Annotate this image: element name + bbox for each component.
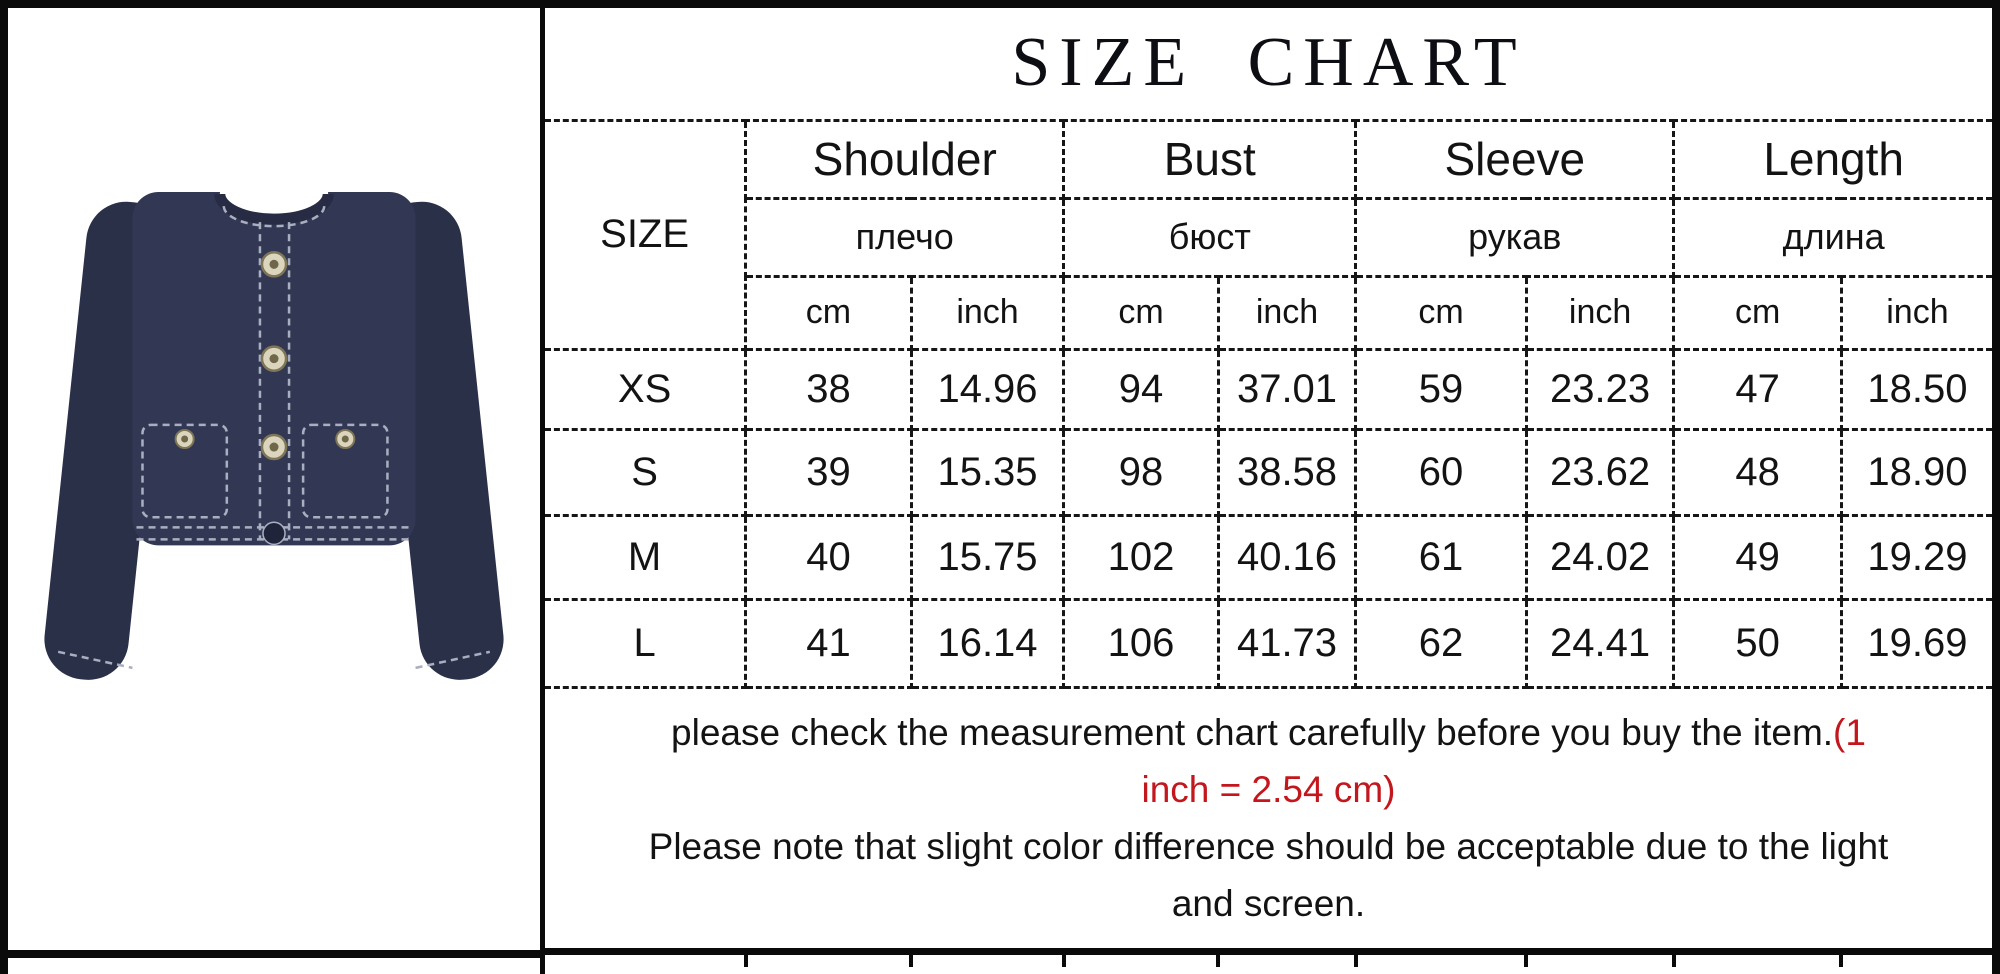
value-sleeve-inch: 23.23	[1526, 349, 1674, 429]
header-row-ru	[545, 198, 1992, 276]
product-photo-area	[8, 8, 540, 958]
value-bust-cm: 106	[1064, 599, 1219, 687]
note-inch-open: (1	[1833, 712, 1866, 753]
jacket-image	[42, 188, 506, 702]
size-row-l	[545, 599, 1992, 687]
column-header-bust-ru: бюст	[1064, 198, 1356, 276]
value-bust-inch: 37.01	[1218, 349, 1355, 429]
unit-inch: inch	[1218, 276, 1355, 349]
value-sleeve-inch: 24.41	[1526, 599, 1674, 687]
unit-cm: cm	[746, 276, 912, 349]
value-shoulder-inch: 16.14	[911, 599, 1064, 687]
next-table-cell	[1526, 951, 1674, 967]
column-header-shoulder-ru: плечо	[746, 198, 1064, 276]
size-label: M	[545, 515, 746, 599]
value-sleeve-inch: 24.02	[1526, 515, 1674, 599]
value-length-inch: 19.29	[1841, 515, 1992, 599]
product-photo-panel	[8, 8, 545, 974]
value-length-inch: 18.90	[1841, 429, 1992, 515]
value-bust-inch: 40.16	[1218, 515, 1355, 599]
value-shoulder-inch: 15.75	[911, 515, 1064, 599]
units-row	[545, 276, 1992, 349]
value-length-inch: 18.50	[1841, 349, 1992, 429]
value-sleeve-cm: 62	[1356, 599, 1527, 687]
unit-inch: inch	[911, 276, 1064, 349]
notes-row	[545, 687, 1992, 951]
size-row-s	[545, 429, 1992, 515]
header-row-en	[545, 120, 1992, 198]
next-table-cell	[746, 951, 912, 967]
value-bust-cm: 102	[1064, 515, 1219, 599]
unit-cm: cm	[1064, 276, 1219, 349]
column-header-length-ru: длина	[1674, 198, 1992, 276]
value-length-cm: 47	[1674, 349, 1842, 429]
value-bust-cm: 98	[1064, 429, 1219, 515]
unit-inch: inch	[1841, 276, 1992, 349]
next-table-cell	[1841, 951, 1992, 967]
size-label: S	[545, 429, 746, 515]
unit-inch: inch	[1526, 276, 1674, 349]
note-color-difference-line2: and screen.	[1171, 883, 1366, 924]
value-shoulder-cm: 39	[746, 429, 912, 515]
column-header-sleeve-ru: рукав	[1356, 198, 1674, 276]
next-table-partial-row	[545, 951, 1992, 967]
value-sleeve-cm: 60	[1356, 429, 1527, 515]
value-length-inch: 19.69	[1841, 599, 1992, 687]
value-shoulder-cm: 40	[746, 515, 912, 599]
value-bust-cm: 94	[1064, 349, 1219, 429]
size-label: XS	[545, 349, 746, 429]
note-inch-conversion: inch = 2.54 cm)	[1141, 769, 1396, 810]
size-row-m	[545, 515, 1992, 599]
column-header-shoulder: Shoulder	[746, 120, 1064, 198]
value-length-cm: 49	[1674, 515, 1842, 599]
value-shoulder-inch: 15.35	[911, 429, 1064, 515]
value-sleeve-cm: 61	[1356, 515, 1527, 599]
size-label: L	[545, 599, 746, 687]
value-sleeve-cm: 59	[1356, 349, 1527, 429]
next-table-cell	[1356, 951, 1527, 967]
column-header-length: Length	[1674, 120, 1992, 198]
title-row	[545, 8, 1992, 120]
size-column-header: SIZE	[545, 120, 746, 349]
page-title: SIZE CHART	[545, 8, 1992, 120]
value-shoulder-inch: 14.96	[911, 349, 1064, 429]
unit-cm: cm	[1674, 276, 1842, 349]
unit-cm: cm	[1356, 276, 1527, 349]
next-table-cell	[1064, 951, 1219, 967]
next-table-cell	[911, 951, 1064, 967]
value-length-cm: 50	[1674, 599, 1842, 687]
size-row-xs	[545, 349, 1992, 429]
notes-cell	[545, 687, 1992, 951]
value-bust-inch: 38.58	[1218, 429, 1355, 515]
value-length-cm: 48	[1674, 429, 1842, 515]
value-sleeve-inch: 23.62	[1526, 429, 1674, 515]
value-bust-inch: 41.73	[1218, 599, 1355, 687]
note-measurement-text: please check the measurement chart carefully before you buy the item.	[671, 712, 1834, 753]
next-table-cell	[1218, 951, 1355, 967]
note-measurement	[545, 704, 1992, 761]
next-table-cell	[545, 951, 746, 967]
value-shoulder-cm: 41	[746, 599, 912, 687]
column-header-bust: Bust	[1064, 120, 1356, 198]
value-shoulder-cm: 38	[746, 349, 912, 429]
column-header-sleeve: Sleeve	[1356, 120, 1674, 198]
size-chart-panel	[545, 8, 1992, 974]
next-table-cell	[1674, 951, 1842, 967]
note-color-difference-line1: Please note that slight color difference should be acceptable due to the light	[648, 826, 1889, 867]
size-table	[545, 8, 1992, 967]
